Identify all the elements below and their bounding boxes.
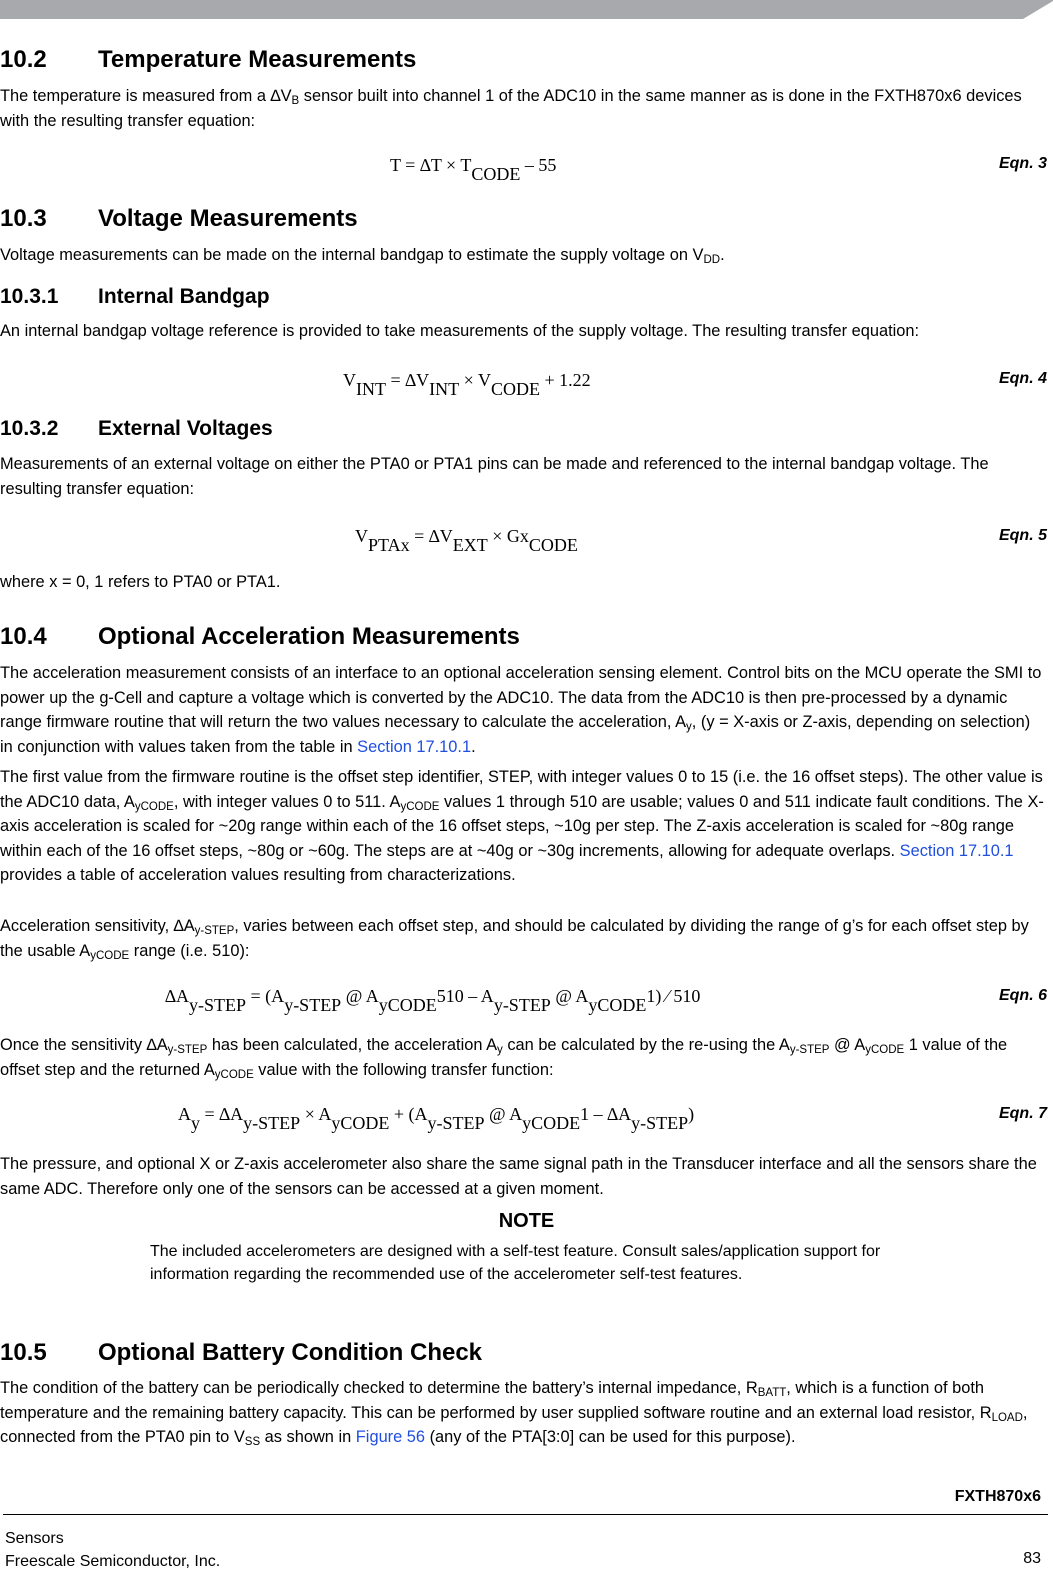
note-title: NOTE bbox=[498, 1210, 555, 1232]
section-heading-10-2: 10.2 Temperature Measurements bbox=[0, 46, 417, 73]
equation-5: $V_{PTAx} = \Delta V_{EXT} \times Gx_{CODE}$ bbox=[355, 526, 578, 555]
paragraph: Voltage measurements can be made on the internal bandgap to estimate the supply voltage on $V_{DD}$. bbox=[0, 246, 725, 266]
paragraph: The condition of the battery can be periodically checked to determine the battery’s internal impedance, $R_{BATT}$, which is a function of both temperature and the remaining battery capacity. This can be performed by user supplied software routine and an external load resistor, $R_{LOAD}$, connected from the PTA0 pin to $V_{SS}$ as shown in Figure 56 (any of the PTA[3:0] can be used for this purpose). bbox=[0, 1379, 1028, 1448]
note-body: The included accelerometers are designed with a self-test feature. Consult sales/application support for information regarding the recommended use of the accelerometer self-test features. bbox=[150, 1243, 881, 1283]
footer-divider bbox=[3, 1514, 1048, 1515]
page-number: 83 bbox=[1023, 1550, 1041, 1567]
paragraph: The first value from the firmware routine is the offset step identifier, STEP, with integer values 0 to 15 (i.e. the 16 offset steps). The other value is the ADC10 data, $A_{yCODE}$, with integer values 0 to 511. $A_{yCODE}$ values 1 through 510 are usable; values 0 and 511 indicate fault conditions. The X-axis acceleration is scaled for ~20g range within each of the 16 offset steps, ~10g per step. The Z-axis acceleration is scaled for ~80g range within each of the 16 offset steps, ~80g or ~60g. The steps are at ~40g or ~30g increments, allowing for adequate overlaps. Section 17.10.1 provides a table of acceleration values resulting from characterizations. bbox=[0, 768, 1044, 884]
equation-6: $\Delta A_{y-STEP} = (A_{y-STEP}$ @ $A_{yCODE}510 - A_{y-STEP}$ @ $A_{yCODE}1$) ⁄ 510 bbox=[165, 986, 701, 1015]
equation-label: Eqn. 7 bbox=[998, 1105, 1047, 1122]
section-heading-10-3: 10.3 Voltage Measurements bbox=[0, 205, 358, 232]
paragraph: Once the sensitivity $\Delta A_{y-STEP}$ has been calculated, the acceleration $A_y$ can be calculated by the re-using the $A_{y-STEP}$ @ $A_{yCODE}$ 1 value of the offset step and the returned $A_{yCODE}$ value with the following transfer function: bbox=[0, 1036, 1008, 1081]
equation-label: Eqn. 5 bbox=[998, 527, 1047, 544]
equation-4: $V_{INT} = \Delta V_{INT} \times V_{CODE} + 1.22$ bbox=[343, 370, 591, 399]
header-bar bbox=[0, 0, 1053, 20]
equation-label: Eqn. 3 bbox=[998, 155, 1047, 172]
equation-label: Eqn. 4 bbox=[998, 370, 1047, 387]
paragraph: where x = 0, 1 refers to PTA0 or PTA1. bbox=[0, 573, 281, 591]
paragraph: An internal bandgap voltage reference is provided to take measurements of the supply voltage. The resulting transfer equation: bbox=[0, 322, 920, 340]
section-heading-10-3-1: 10.3.1 Internal Bandgap bbox=[0, 285, 270, 308]
paragraph: The acceleration measurement consists of an interface to an optional acceleration sensing element. Control bits on the MCU operate the SMI to power up the g-Cell and capture a voltage which is converted by the ADC10. The data from the ADC10 is then pre-processed by a dynamic range firmware routine that will return the two values necessary to calculate the acceleration, $A_y$, (y = X-axis or Z-axis, depending on selection) in conjunction with values taken from the table in Section 17.10.1. bbox=[0, 664, 1042, 756]
equation-7: $A_y = \Delta A_{y-STEP} \times A_{yCODE} + (A_{y-STEP}$ @ $A_{yCODE}1 - \Delta A_{y-STEP}$) bbox=[178, 1104, 695, 1133]
paragraph: The pressure, and optional X or Z-axis accelerometer also share the same signal path in the Transducer interface and all the sensors share the same ADC. Therefore only one of the sensors can be accessed at a given moment. bbox=[0, 1155, 1037, 1198]
equation-3: $T = \Delta T \times T_{CODE} - 55$ bbox=[390, 155, 557, 184]
equation-label: Eqn. 6 bbox=[998, 987, 1047, 1004]
paragraph: The temperature is measured from a $\Delta V_B$ sensor built into channel 1 of the ADC10 in the same manner as is done in the FXTH870x6 devices with the resulting transfer equation: bbox=[0, 87, 1022, 130]
footer-doc-title: FXTH870x6 bbox=[954, 1488, 1041, 1505]
figure-link[interactable]: Figure 56 bbox=[355, 1428, 426, 1446]
section-heading-10-5: 10.5 Optional Battery Condition Check bbox=[0, 1339, 483, 1366]
section-heading-10-3-2: 10.3.2 External Voltages bbox=[0, 417, 273, 440]
paragraph: Measurements of an external voltage on either the PTA0 or PTA1 pins can be made and referenced to the internal bandgap voltage. The resulting transfer equation: bbox=[0, 455, 989, 498]
section-heading-10-4: 10.4 Optional Acceleration Measurements bbox=[0, 623, 520, 650]
paragraph: Acceleration sensitivity, $\Delta A_{y-STEP}$, varies between each offset step, and should be calculated by dividing the range of g’s for each offset step by the usable $A_{yCODE}$ range (i.e. 510): bbox=[0, 917, 1029, 962]
section-link[interactable]: Section 17.10.1 bbox=[357, 737, 472, 756]
footer-company: Sensors Freescale Semiconductor, Inc. bbox=[5, 1530, 221, 1570]
section-link[interactable]: Section 17.10.1 bbox=[899, 841, 1014, 860]
